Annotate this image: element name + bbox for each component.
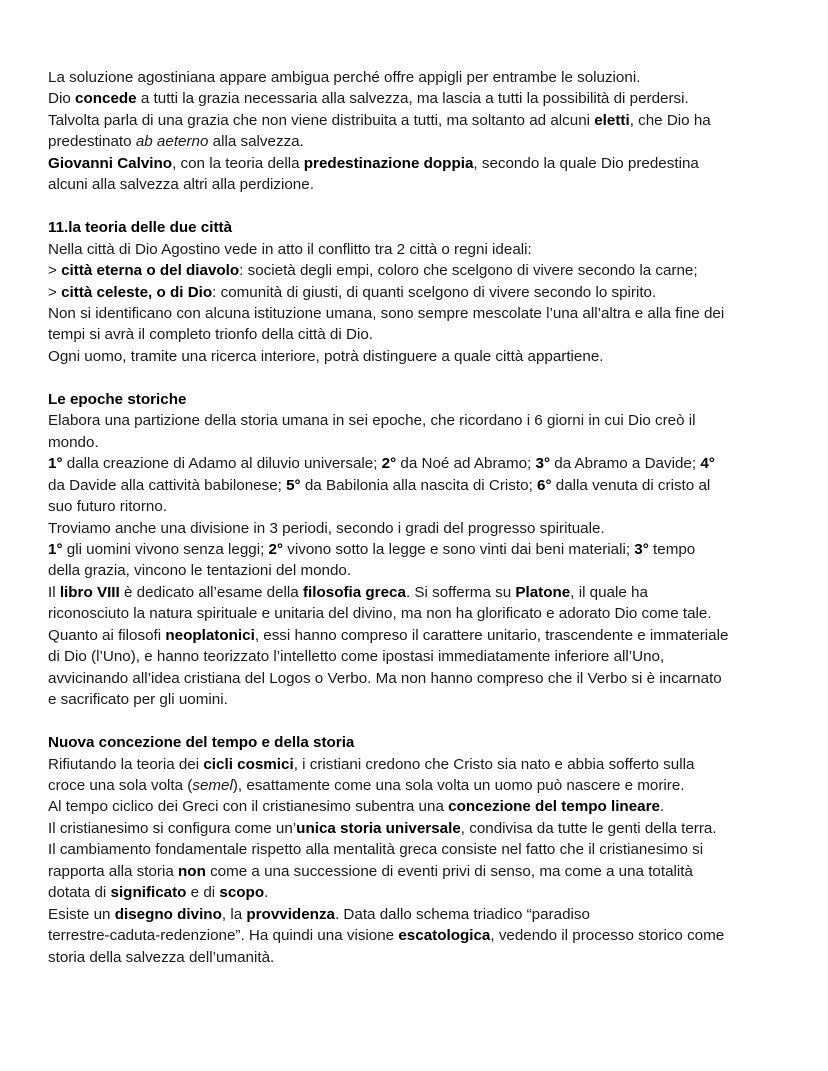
text-segment: Il	[48, 583, 60, 601]
text-line	[48, 496, 808, 517]
text-line	[48, 603, 808, 624]
text-line	[48, 453, 808, 474]
text-segment: e sacrificato per gli uomini.	[48, 691, 228, 709]
text-segment: come a una successione di eventi privi di senso, ma come a una totalità	[205, 862, 693, 880]
text-line	[48, 324, 808, 345]
bold-text: 3°	[535, 455, 551, 473]
bold-text: provvidenza	[246, 905, 335, 923]
bold-text: filosofia greca	[302, 583, 406, 601]
text-line	[48, 67, 808, 88]
bold-text: Platone	[515, 583, 571, 601]
bold-text: cicli cosmici	[203, 755, 294, 773]
text-line	[48, 389, 808, 410]
bold-text: eletti	[594, 111, 630, 129]
bold-text: città eterna o del diavolo	[61, 262, 240, 280]
text-segment: Dio	[48, 90, 76, 108]
text-segment: , i cristiani credono che Cristo sia nato e abbia sofferto sulla	[293, 755, 695, 773]
text-segment: Elabora una partizione della storia umana in sei epoche, che ricordano i 6 giorni in cui Dio creò il	[48, 412, 696, 430]
bold-text: escatologica	[398, 927, 491, 945]
bold-text: città celeste, o di Dio	[61, 283, 213, 301]
text-segment: Talvolta parla di una grazia che non viene distribuita a tutti, ma soltanto ad alcuni	[48, 111, 595, 129]
text-line	[48, 303, 808, 324]
text-segment: da Davide alla cattività babilonese;	[48, 476, 287, 494]
text-segment: .	[659, 798, 665, 816]
text-line	[48, 839, 808, 860]
document-body	[48, 67, 808, 968]
italic-text: semel	[192, 776, 233, 794]
text-segment: Quanto ai filosofi	[48, 626, 166, 644]
text-line	[48, 217, 808, 238]
text-segment: avvicinando all’idea cristiana del Logos o Verbo. Ma non hanno compreso che il Verbo si è incarnato	[48, 669, 722, 687]
text-line	[48, 174, 808, 195]
bold-text: 11.la teoria delle due città	[48, 219, 233, 237]
text-segment: .	[264, 884, 269, 902]
bold-text: 2°	[381, 455, 397, 473]
bold-text: neoplatonici	[165, 626, 255, 644]
bold-text: concezione del tempo lineare	[448, 798, 660, 816]
text-segment: predestinato	[48, 133, 136, 151]
text-segment: La soluzione agostiniana appare ambigua perché offre appigli per entrambe le soluzioni.	[48, 69, 641, 86]
text-line	[48, 560, 808, 581]
text-segment: Ogni uomo, tramite una ricerca interiore, potrà distinguere a quale città appartiene.	[48, 347, 604, 365]
text-segment: mondo.	[48, 433, 99, 451]
bold-text: non	[178, 862, 206, 880]
bold-text: Le epoche storiche	[48, 390, 187, 408]
text-segment: croce una sola volta (	[48, 776, 193, 794]
italic-text: ab aeterno	[135, 133, 209, 151]
text-line	[48, 518, 808, 539]
text-segment: da Babilonia alla nascita di Cristo;	[300, 476, 538, 494]
text-segment: dalla venuta di cristo al	[551, 476, 711, 494]
text-segment: >	[48, 283, 62, 301]
text-line	[48, 925, 808, 946]
text-segment: , condivisa da tutte le genti della terra.	[460, 819, 717, 837]
text-line	[48, 818, 808, 839]
bold-text: 6°	[537, 476, 552, 494]
text-segment: tempi si avrà il completo trionfo della città di Dio.	[48, 326, 373, 344]
bold-text: disegno divino	[114, 905, 222, 923]
text-line	[48, 282, 808, 303]
text-segment: >	[48, 262, 62, 280]
text-segment: dalla creazione di Adamo al diluvio universale;	[62, 455, 382, 473]
blank-line	[48, 367, 808, 388]
text-line	[48, 775, 808, 796]
bold-text: unica storia universale	[296, 819, 461, 837]
text-segment: da Abramo a Davide;	[550, 455, 701, 473]
text-segment: , che Dio ha	[629, 111, 711, 129]
text-segment: suo futuro ritorno.	[48, 498, 168, 516]
text-line	[48, 131, 808, 152]
text-segment: di Dio (l’Uno), e hanno teorizzato l’intelletto come ipostasi immediatamente inferiore all’Uno,	[48, 648, 665, 666]
text-line	[48, 110, 808, 131]
text-segment: . Data dallo schema triadico “paradiso	[334, 905, 590, 923]
text-segment: è dedicato all’esame della	[119, 583, 303, 601]
text-segment: e di	[186, 884, 220, 902]
text-line	[48, 947, 808, 968]
text-line	[48, 582, 808, 603]
text-line	[48, 153, 808, 174]
text-line	[48, 625, 808, 646]
text-line	[48, 689, 808, 710]
text-segment: , essi hanno compreso il carattere unitario, trascendente e immateriale	[254, 626, 729, 644]
text-line	[48, 861, 808, 882]
text-segment: alcuni alla salvezza altri alla perdizione.	[48, 176, 314, 194]
text-segment: , secondo la quale Dio predestina	[473, 154, 699, 172]
bold-text: scopo	[219, 884, 265, 902]
text-segment: Rifiutando la teoria dei	[48, 755, 204, 773]
text-segment: da Noé ad Abramo;	[396, 455, 536, 473]
text-segment: , la	[221, 905, 247, 923]
text-line	[48, 754, 808, 775]
bold-text: libro VIII	[59, 583, 120, 601]
text-line	[48, 432, 808, 453]
blank-line	[48, 196, 808, 217]
text-line	[48, 904, 808, 925]
text-segment: Nella città di Dio Agostino vede in atto il conflitto tra 2 città o regni ideali:	[48, 240, 532, 258]
text-segment: riconosciuto la natura spirituale e unitaria del divino, ma non ha glorificato e adorato Dio come tale.	[48, 605, 712, 623]
bold-text: 2°	[268, 540, 284, 558]
text-line	[48, 88, 808, 109]
text-segment: alla salvezza.	[208, 133, 304, 151]
text-segment: Esiste un	[48, 905, 115, 923]
text-segment: : società degli empi, coloro che scelgono di vivere secondo la carne;	[239, 262, 698, 280]
text-segment: tempo	[648, 540, 696, 558]
text-line	[48, 646, 808, 667]
text-segment: terrestre-caduta-redenzione”. Ha quindi una visione	[48, 927, 399, 945]
text-line	[48, 346, 808, 367]
text-segment: Il cristianesimo si configura come un’	[48, 819, 297, 837]
text-segment: Il cambiamento fondamentale rispetto alla mentalità greca consiste nel fatto che il cristianesimo si	[48, 841, 704, 859]
text-segment: vivono sotto la legge e sono vinti dai beni materiali;	[283, 540, 635, 558]
text-line	[48, 539, 808, 560]
text-segment: storia della salvezza dell’umanità.	[48, 948, 275, 966]
text-line	[48, 260, 808, 281]
blank-line	[48, 711, 808, 732]
bold-text: concede	[75, 90, 137, 108]
bold-text: 1°	[48, 455, 63, 473]
bold-text: predestinazione doppia	[303, 154, 474, 172]
text-segment: Non si identificano con alcuna istituzione umana, sono sempre mescolate l’una all’altra e alla fine dei	[48, 304, 725, 322]
text-segment: . Si sofferma su	[405, 583, 516, 601]
text-line	[48, 410, 808, 431]
text-line	[48, 732, 808, 753]
text-segment: , vedendo il processo storico come	[490, 927, 725, 945]
bold-text: 4°	[700, 455, 715, 473]
text-segment: dotata di	[48, 884, 111, 902]
text-segment: della grazia, vincono le tentazioni del mondo.	[48, 562, 352, 580]
text-line	[48, 882, 808, 903]
text-segment: , con la teoria della	[172, 154, 304, 172]
bold-text: significato	[110, 884, 187, 902]
text-segment: ), esattamente come una sola volta un uomo può nascere e morire.	[232, 776, 685, 794]
text-line	[48, 475, 808, 496]
text-line	[48, 239, 808, 260]
text-segment: gli uomini vivono senza leggi;	[62, 540, 269, 558]
text-segment: , il quale ha	[570, 583, 648, 601]
bold-text: Giovanni Calvino	[48, 154, 173, 172]
text-segment: : comunità di giusti, di quanti scelgono di vivere secondo lo spirito.	[212, 283, 657, 301]
text-segment: Troviamo anche una divisione in 3 periodi, secondo i gradi del progresso spirituale.	[48, 519, 605, 537]
text-segment: Al tempo ciclico dei Greci con il cristianesimo subentra una	[48, 798, 449, 816]
bold-text: 3°	[634, 540, 649, 558]
bold-text: 5°	[286, 476, 301, 494]
bold-text: Nuova concezione del tempo e della storia	[48, 734, 355, 752]
text-line	[48, 668, 808, 689]
text-segment: a tutti la grazia necessaria alla salvezza, ma lascia a tutti la possibilità di perdersi.	[136, 90, 689, 108]
text-line	[48, 796, 808, 817]
text-segment: rapporta alla storia	[48, 862, 179, 880]
bold-text: 1°	[48, 540, 63, 558]
